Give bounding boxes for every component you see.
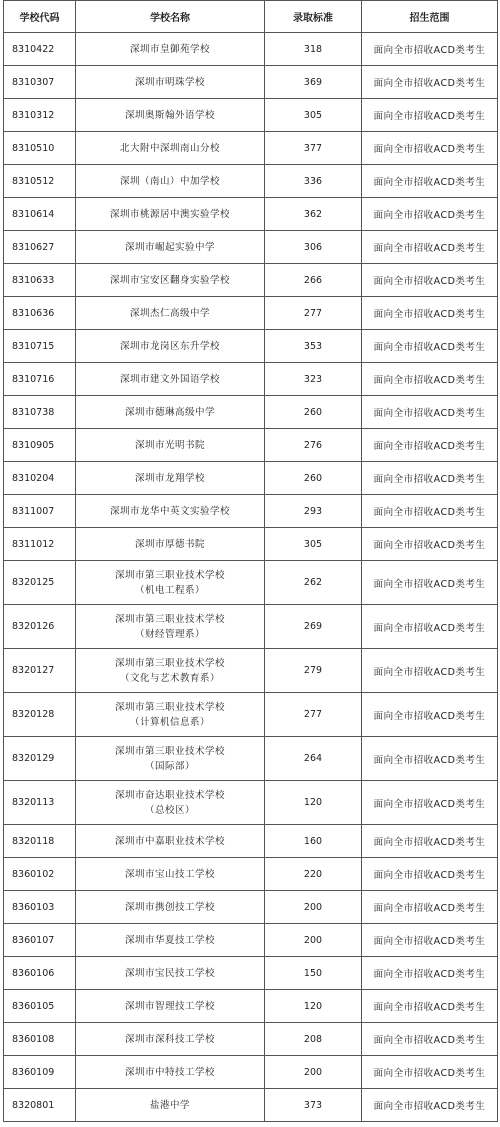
admission-score-cell: 269 (265, 605, 362, 649)
school-code-cell: 8310716 (4, 363, 76, 396)
school-code-cell: 8360106 (4, 957, 76, 990)
admission-score-cell: 120 (265, 781, 362, 825)
school-name: 深圳市建文外国语学校 (119, 373, 220, 385)
admission-score-cell: 277 (265, 693, 362, 737)
school-name-cell (76, 495, 265, 528)
admission-score-cell: 276 (265, 429, 362, 462)
admission-score-cell: 277 (265, 297, 362, 330)
school-code-cell: 8310422 (4, 33, 76, 66)
school-code-cell: 8320801 (4, 1089, 76, 1122)
school-name: 深圳市第三职业技术学校 (114, 569, 225, 581)
school-name: 深圳市深科技工学校 (124, 1033, 215, 1045)
school-code-cell: 8320126 (4, 605, 76, 649)
school-code-cell: 8320113 (4, 781, 76, 825)
table-row (4, 1023, 498, 1056)
school-name-cell (76, 561, 265, 605)
admission-table (3, 0, 498, 1122)
enrollment-range-cell: 面向全市招收ACD类考生 (362, 66, 498, 99)
school-name: 盐港中学 (149, 1099, 190, 1111)
table-row (4, 132, 498, 165)
school-name: 深圳市龙华中英文实验学校 (109, 505, 230, 517)
enrollment-range-cell: 面向全市招收ACD类考生 (362, 198, 498, 231)
enrollment-range-cell: 面向全市招收ACD类考生 (362, 825, 498, 858)
school-name: 深圳市宝山技工学校 (124, 868, 215, 880)
admission-score-cell: 306 (265, 231, 362, 264)
school-name-cell (76, 825, 265, 858)
school-name: 深圳市崛起实验中学 (124, 241, 215, 253)
admission-score-cell: 323 (265, 363, 362, 396)
table-row (4, 33, 498, 66)
table-row (4, 825, 498, 858)
table-row (4, 462, 498, 495)
enrollment-range-cell: 面向全市招收ACD类考生 (362, 132, 498, 165)
table-row (4, 363, 498, 396)
school-name-cell (76, 781, 265, 825)
school-name: 深圳市光明书院 (134, 439, 205, 451)
admission-score-cell: 200 (265, 924, 362, 957)
enrollment-range-cell: 面向全市招收ACD类考生 (362, 33, 498, 66)
enrollment-range-cell: 面向全市招收ACD类考生 (362, 924, 498, 957)
school-name-cell (76, 891, 265, 924)
school-name: 深圳市奋达职业技术学校 (114, 789, 225, 801)
school-name: 深圳市携创技工学校 (124, 901, 215, 913)
table-row (4, 396, 498, 429)
table-row (4, 330, 498, 363)
table-row (4, 605, 498, 649)
admission-score-cell: 200 (265, 1056, 362, 1089)
school-code-cell: 8360105 (4, 990, 76, 1023)
school-name: 深圳市第三职业技术学校 (114, 613, 225, 625)
school-name-cell (76, 363, 265, 396)
school-code-cell: 8360109 (4, 1056, 76, 1089)
table-row (4, 99, 498, 132)
table-row (4, 990, 498, 1023)
enrollment-range-cell: 面向全市招收ACD类考生 (362, 693, 498, 737)
admission-score-cell: 260 (265, 396, 362, 429)
school-name: 深圳市德琳高级中学 (124, 406, 215, 418)
admission-score-cell: 260 (265, 462, 362, 495)
school-code-cell: 8310636 (4, 297, 76, 330)
school-code-cell: 8320129 (4, 737, 76, 781)
school-department: （国际部） (144, 760, 195, 772)
enrollment-range-cell: 面向全市招收ACD类考生 (362, 891, 498, 924)
school-code-cell: 8310510 (4, 132, 76, 165)
school-name-cell (76, 297, 265, 330)
school-code-cell: 8360107 (4, 924, 76, 957)
header-name: 学校名称 (76, 1, 265, 33)
admission-score-cell: 373 (265, 1089, 362, 1122)
school-name: 深圳市智理技工学校 (124, 1000, 215, 1012)
table-body (4, 33, 498, 1122)
school-name-cell (76, 957, 265, 990)
school-name-cell (76, 1023, 265, 1056)
school-name-cell (76, 33, 265, 66)
admission-score-cell: 200 (265, 891, 362, 924)
school-name: 深圳杰仁高级中学 (129, 307, 210, 319)
school-name-cell (76, 693, 265, 737)
school-name: 深圳市第三职业技术学校 (114, 657, 225, 669)
school-name-cell (76, 605, 265, 649)
table-row (4, 66, 498, 99)
school-code-cell: 8360103 (4, 891, 76, 924)
enrollment-range-cell: 面向全市招收ACD类考生 (362, 1089, 498, 1122)
school-name-cell (76, 231, 265, 264)
school-name-cell (76, 649, 265, 693)
school-code-cell: 8360102 (4, 858, 76, 891)
admission-score-cell: 120 (265, 990, 362, 1023)
enrollment-range-cell: 面向全市招收ACD类考生 (362, 462, 498, 495)
school-name-cell (76, 132, 265, 165)
admission-score-cell: 266 (265, 264, 362, 297)
school-code-cell: 8310905 (4, 429, 76, 462)
table-row (4, 858, 498, 891)
enrollment-range-cell: 面向全市招收ACD类考生 (362, 1023, 498, 1056)
enrollment-range-cell: 面向全市招收ACD类考生 (362, 528, 498, 561)
school-code-cell: 8310738 (4, 396, 76, 429)
school-name-cell (76, 1089, 265, 1122)
admission-score-cell: 293 (265, 495, 362, 528)
school-name-cell (76, 528, 265, 561)
school-name: 深圳市皇御苑学校 (129, 43, 210, 55)
school-name: 深圳市中特技工学校 (124, 1066, 215, 1078)
enrollment-range-cell: 面向全市招收ACD类考生 (362, 396, 498, 429)
school-code-cell: 8310614 (4, 198, 76, 231)
admission-score-cell: 353 (265, 330, 362, 363)
school-name-cell (76, 924, 265, 957)
table-row (4, 495, 498, 528)
admission-score-cell: 305 (265, 528, 362, 561)
enrollment-range-cell: 面向全市招收ACD类考生 (362, 363, 498, 396)
enrollment-range-cell: 面向全市招收ACD类考生 (362, 990, 498, 1023)
header-range: 招生范围 (362, 1, 498, 33)
enrollment-range-cell: 面向全市招收ACD类考生 (362, 858, 498, 891)
school-code-cell: 8320118 (4, 825, 76, 858)
school-name: 深圳奥斯翰外语学校 (124, 109, 215, 121)
school-code-cell: 8320127 (4, 649, 76, 693)
table-row (4, 781, 498, 825)
school-name: 深圳市华夏技工学校 (124, 934, 215, 946)
school-code-cell: 8320125 (4, 561, 76, 605)
school-code-cell: 8310715 (4, 330, 76, 363)
table-row (4, 924, 498, 957)
school-department: （文化与艺术教育系） (119, 672, 220, 684)
admission-score-cell: 220 (265, 858, 362, 891)
school-name: 深圳市宝民技工学校 (124, 967, 215, 979)
school-code-cell: 8310633 (4, 264, 76, 297)
school-name-cell (76, 165, 265, 198)
table-row (4, 165, 498, 198)
table-row (4, 649, 498, 693)
enrollment-range-cell: 面向全市招收ACD类考生 (362, 99, 498, 132)
school-name: 深圳市桃源居中澳实验学校 (109, 208, 230, 220)
school-name-cell (76, 990, 265, 1023)
enrollment-range-cell: 面向全市招收ACD类考生 (362, 781, 498, 825)
enrollment-range-cell: 面向全市招收ACD类考生 (362, 297, 498, 330)
header-row (4, 1, 498, 33)
school-code-cell: 8310627 (4, 231, 76, 264)
school-code-cell: 8310204 (4, 462, 76, 495)
admission-score-cell: 369 (265, 66, 362, 99)
table-row (4, 693, 498, 737)
school-name: 深圳市第三职业技术学校 (114, 701, 225, 713)
school-name: 深圳（南山）中加学校 (119, 175, 220, 187)
school-name: 深圳市龙岗区东升学校 (119, 340, 220, 352)
school-name: 深圳市厚德书院 (134, 538, 205, 550)
table-row (4, 528, 498, 561)
school-name-cell (76, 66, 265, 99)
admission-score-cell: 150 (265, 957, 362, 990)
school-name-cell (76, 330, 265, 363)
table-row (4, 957, 498, 990)
school-name-cell (76, 99, 265, 132)
table-row (4, 264, 498, 297)
admission-score-cell: 160 (265, 825, 362, 858)
admission-score-cell: 208 (265, 1023, 362, 1056)
enrollment-range-cell: 面向全市招收ACD类考生 (362, 330, 498, 363)
school-code-cell: 8310512 (4, 165, 76, 198)
admission-score-cell: 336 (265, 165, 362, 198)
school-name-cell (76, 429, 265, 462)
admission-score-cell: 318 (265, 33, 362, 66)
school-name: 深圳市中嘉职业技术学校 (114, 835, 225, 847)
enrollment-range-cell: 面向全市招收ACD类考生 (362, 231, 498, 264)
table-row (4, 1056, 498, 1089)
admission-score-cell: 377 (265, 132, 362, 165)
enrollment-range-cell: 面向全市招收ACD类考生 (362, 165, 498, 198)
table-row (4, 1089, 498, 1122)
enrollment-range-cell: 面向全市招收ACD类考生 (362, 264, 498, 297)
school-name: 深圳市龙翔学校 (134, 472, 205, 484)
school-department: （计算机信息系） (129, 716, 210, 728)
enrollment-range-cell: 面向全市招收ACD类考生 (362, 561, 498, 605)
school-name: 深圳市第三职业技术学校 (114, 745, 225, 757)
enrollment-range-cell: 面向全市招收ACD类考生 (362, 495, 498, 528)
school-code-cell: 8310307 (4, 66, 76, 99)
enrollment-range-cell: 面向全市招收ACD类考生 (362, 429, 498, 462)
school-name-cell (76, 198, 265, 231)
school-department: （财经管理系） (134, 628, 205, 640)
table-row (4, 429, 498, 462)
enrollment-range-cell: 面向全市招收ACD类考生 (362, 1056, 498, 1089)
table-row (4, 231, 498, 264)
school-name: 北大附中深圳南山分校 (119, 142, 220, 154)
table-row (4, 561, 498, 605)
table-row (4, 891, 498, 924)
header-score: 录取标准 (265, 1, 362, 33)
header-code: 学校代码 (4, 1, 76, 33)
admission-score-cell: 305 (265, 99, 362, 132)
school-name-cell (76, 396, 265, 429)
table-row (4, 737, 498, 781)
admission-score-cell: 264 (265, 737, 362, 781)
school-name: 深圳市宝安区翻身实验学校 (109, 274, 230, 286)
admission-score-cell: 362 (265, 198, 362, 231)
table-row (4, 297, 498, 330)
school-name-cell (76, 462, 265, 495)
school-code-cell: 8360108 (4, 1023, 76, 1056)
school-code-cell: 8311012 (4, 528, 76, 561)
school-code-cell: 8320128 (4, 693, 76, 737)
school-name-cell (76, 858, 265, 891)
admission-score-cell: 279 (265, 649, 362, 693)
school-code-cell: 8310312 (4, 99, 76, 132)
school-name-cell (76, 1056, 265, 1089)
table-row (4, 198, 498, 231)
enrollment-range-cell: 面向全市招收ACD类考生 (362, 957, 498, 990)
enrollment-range-cell: 面向全市招收ACD类考生 (362, 649, 498, 693)
school-name: 深圳市明珠学校 (134, 76, 205, 88)
enrollment-range-cell: 面向全市招收ACD类考生 (362, 605, 498, 649)
school-department: （机电工程系） (134, 584, 205, 596)
school-code-cell: 8311007 (4, 495, 76, 528)
school-name-cell (76, 264, 265, 297)
school-name-cell (76, 737, 265, 781)
enrollment-range-cell: 面向全市招收ACD类考生 (362, 737, 498, 781)
admission-score-cell: 262 (265, 561, 362, 605)
school-department: （总校区） (144, 804, 195, 816)
